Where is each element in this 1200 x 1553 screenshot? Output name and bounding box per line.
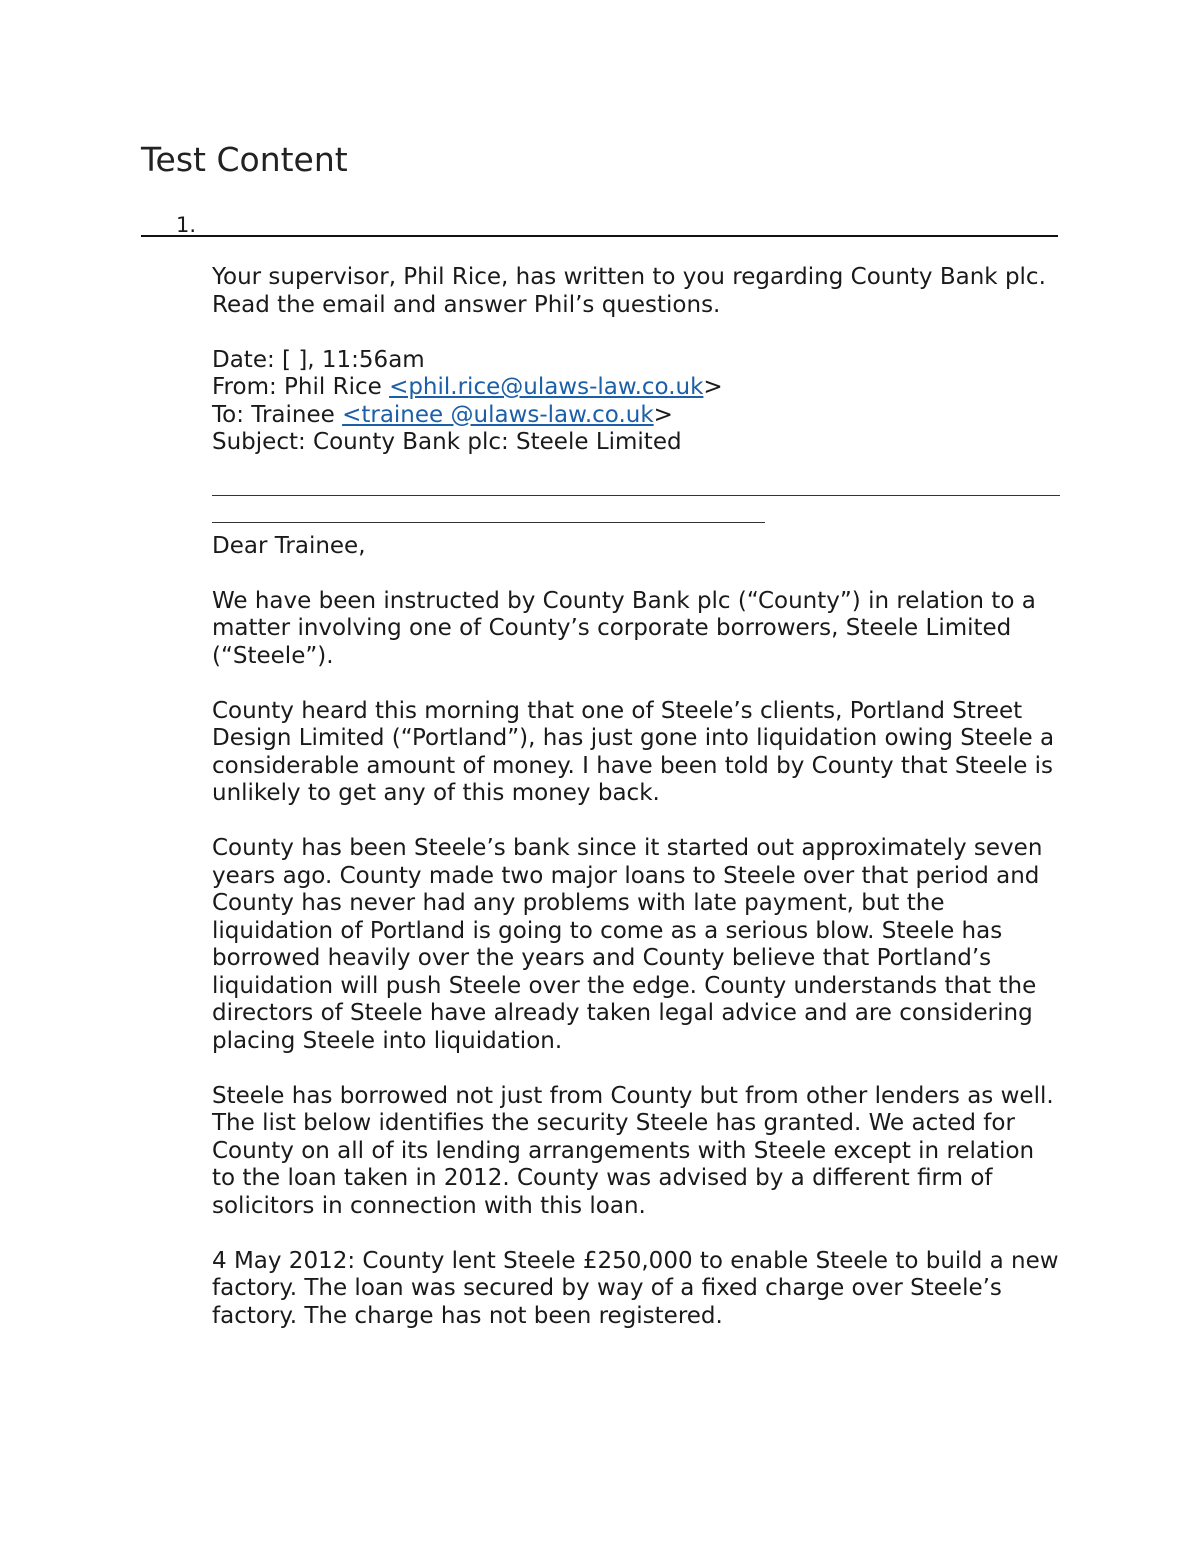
email-salutation: Dear Trainee, [212, 532, 366, 559]
question-number: 1. [176, 213, 197, 237]
separator-line-1 [212, 495, 1060, 496]
separator-line-2 [212, 522, 765, 523]
email-to [212, 402, 1062, 430]
email-to-label: To: Trainee [212, 401, 343, 428]
email-separator [212, 477, 1062, 521]
to-email-link[interactable]: <trainee @ulaws-law.co.uk [342, 401, 654, 428]
question-divider [141, 235, 1058, 237]
email-paragraph: County has been Steele’s bank since it started out approximately seven years ago. County made two major loans to Steele over that period and County has never had any problems with late payment, but the liquidation of Portland is going to come as a serious blow. Steele has borrowed heavily over the years and County believe that Portland’s liquidation will push Steele over the edge. County understands that the directors of Steele have already taken legal advice and are considering placing Steele into liquidation. [212, 835, 1043, 1054]
email-paragraph: 4 May 2012: County lent Steele £250,000 to enable Steele to build a new factory. The loan was secured by way of a fixed charge over Steele’s factory. The charge has not been registered. [212, 1247, 1059, 1329]
email-subject: Subject: County Bank plc: Steele Limited [212, 429, 682, 455]
email-to-close: > [653, 401, 673, 428]
email-from-close: > [703, 374, 723, 400]
from-email-link[interactable]: <phil.rice@ulaws-law.co.uk [389, 374, 704, 400]
email-paragraph: We have been instructed by County Bank plc (“County”) in relation to a matter involving one of County’s corporate borrowers, Steele Limited (“Steele”). [212, 587, 1036, 669]
page-title: Test Content [141, 140, 348, 179]
question-body [212, 264, 1062, 1358]
email-paragraph: Steele has borrowed not just from County but from other lenders as well. The list below identifies the security Steele has granted. We acted for County on all of its lending arrangements with Steele except in relation to the loan taken in 2012. County was advised by a different firm of solicitors in connection with this loan. [212, 1082, 1054, 1219]
email-from [212, 374, 1062, 402]
email-paragraph: County heard this morning that one of Steele’s clients, Portland Street Design Limited (“Portland”), has just gone into liquidation owing Steele a considerable amount of money. I have been told by County that Steele is unlikely to get any of this money back. [212, 697, 1055, 806]
email-date: Date: [ ], 11:56am [212, 346, 425, 373]
question-intro: Your supervisor, Phil Rice, has written to you regarding County Bank plc. Read the email and answer Phil’s questions. [212, 264, 1046, 318]
email-header [212, 347, 1062, 457]
email-from-label: From: Phil Rice [212, 374, 390, 400]
